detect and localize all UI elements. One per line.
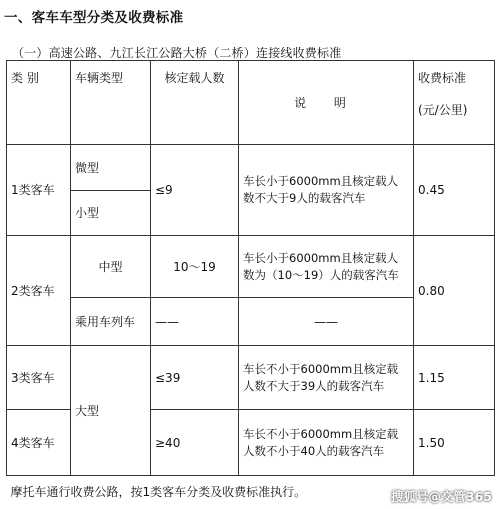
cell-class3-rate: 1.15 (414, 346, 495, 410)
cell-class4-category: 4类客车 (7, 410, 71, 476)
cell-class3-capacity: ≤39 (151, 346, 239, 410)
header-rate-unit: (元/公里) (418, 103, 468, 117)
cell-class2-type-medium: 中型 (71, 236, 151, 298)
table-row-class1-micro (7, 145, 495, 191)
header-category: 类 别 (7, 61, 71, 145)
cell-class3-description: 车长不小于6000mm且核定载人数不大于39人的载客汽车 (239, 346, 414, 410)
header-rate-label: 收费标准 (418, 71, 467, 85)
header-vehicle-type: 车辆类型 (71, 61, 151, 145)
fee-table (6, 60, 495, 508)
header-description (239, 61, 414, 145)
section-heading: 一、客车车型分类及收费标准 (4, 10, 184, 26)
cell-class4-rate: 1.50 (414, 410, 495, 476)
header-capacity: 核定载人数 (151, 61, 239, 145)
cell-class2-description-trailer: —— (239, 298, 414, 346)
cell-class2-capacity-medium: 10～19 (151, 236, 239, 298)
cell-class2-rate: 0.80 (414, 236, 495, 346)
cell-class2-type-trailer: 乘用车列车 (71, 298, 151, 346)
cell-class2-description-medium: 车长小于6000mm且核定载人数为（10～19）人的载客汽车 (239, 236, 414, 298)
cell-class1-type-micro: 微型 (71, 145, 151, 191)
cell-class3-category: 3类客车 (7, 346, 71, 410)
cell-class1-description: 车长小于6000mm且核定载人数不大于9人的载客汽车 (239, 145, 414, 236)
subsection-heading: （一）高速公路、九江长江公路大桥（二桥）连接线收费标准 (12, 46, 342, 60)
watermark: 搜狐号@交管365 (390, 489, 492, 504)
header-rate (414, 61, 495, 145)
header-description-label: 说 明 (294, 95, 358, 110)
table-row-class3 (7, 346, 495, 410)
cell-large-type: 大型 (71, 346, 151, 476)
cell-class2-capacity-trailer: —— (151, 298, 239, 346)
cell-class2-category: 2类客车 (7, 236, 71, 346)
cell-class1-type-small: 小型 (71, 191, 151, 236)
cell-class4-capacity: ≥40 (151, 410, 239, 476)
cell-class4-description: 车长不小于6000mm且核定载人数不小于40人的载客汽车 (239, 410, 414, 476)
cell-class1-rate: 0.45 (414, 145, 495, 236)
cell-class1-category: 1类客车 (7, 145, 71, 236)
fee-table-container (6, 60, 494, 507)
footer-note: 摩托车通行收费公路，按1类客车分类及收费标准执行。 (7, 476, 495, 508)
cell-class1-capacity: ≤9 (151, 145, 239, 236)
table-row-class2-medium (7, 236, 495, 298)
table-header-row (7, 61, 495, 145)
